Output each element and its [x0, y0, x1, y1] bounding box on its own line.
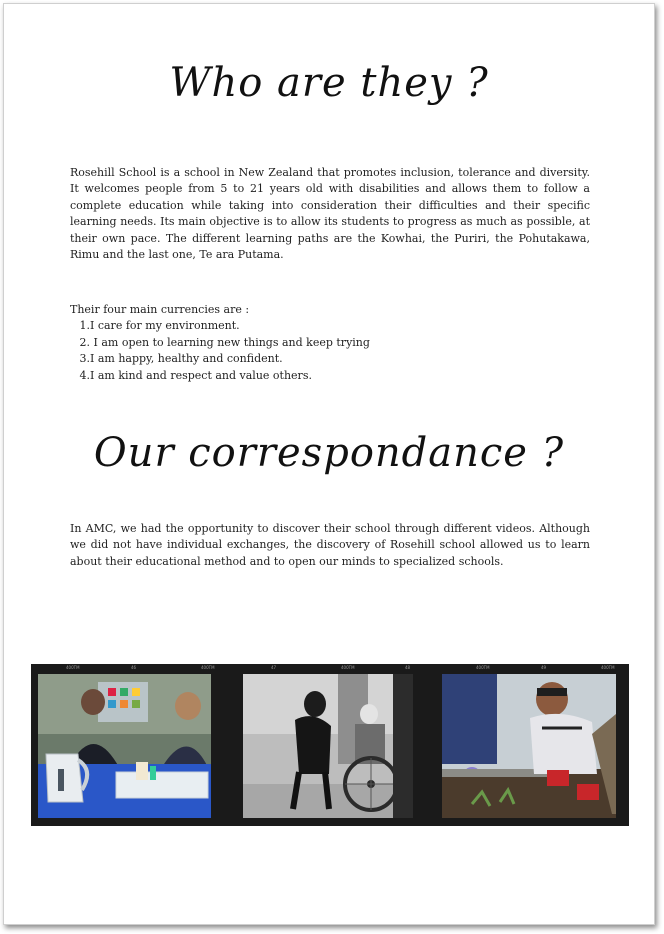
photo-filmstrip: [31, 664, 629, 826]
heading-who-are-they: Who are they ?: [169, 60, 489, 106]
film-edge-label: 400TM: [341, 665, 355, 670]
film-edge-label: 400TM: [201, 665, 215, 670]
film-edge-label: 49: [541, 665, 547, 670]
correspondance-paragraph: In AMC, we had the opportunity to discover their school through different videos. Although we did not have individual exchanges, the discovery of Rosehill school allowed us to learn about their educational method and to open our minds to specialized schools.: [70, 522, 590, 568]
document-page: [3, 3, 655, 925]
about-paragraph: Rosehill School is a school in New Zealand that promotes inclusion, tolerance and diversity. It welcomes people from 5 to 21 years old with disabilities and allows them to follow a complete education while taking into consideration their difficulties and their specific learning needs. Its main objective is to allow its students to progress as much as possible, at their own pace. The different learning paths are the Kowhai, the Puriri, the Pohutakawa, Rimu and the last one, Te ara Putama.: [70, 166, 590, 262]
photo-classroom: [38, 674, 211, 818]
list-item: 1.I care for my environment.: [79, 319, 240, 332]
heading-our-correspondance: Our correspondance ?: [93, 430, 565, 476]
currencies-intro: Their four main currencies are :: [70, 303, 250, 316]
list-item: 4.I am kind and respect and value others.: [79, 368, 312, 382]
list-item: 3.I am happy, healthy and confident.: [79, 352, 283, 365]
currencies-list: [70, 318, 370, 384]
photo-gardening: [442, 674, 616, 818]
film-edge-label: 400TM: [66, 665, 80, 670]
list-item: 2. I am open to learning new things and keep trying: [79, 335, 370, 349]
film-edge-label: 47: [271, 665, 277, 670]
film-edge-label: 400TM: [476, 665, 490, 670]
film-edge-label: 400TM: [601, 665, 615, 670]
film-edge-label: 48: [405, 665, 411, 670]
photo-wheelchair: [243, 674, 413, 818]
film-edge-label: 46: [131, 665, 137, 670]
